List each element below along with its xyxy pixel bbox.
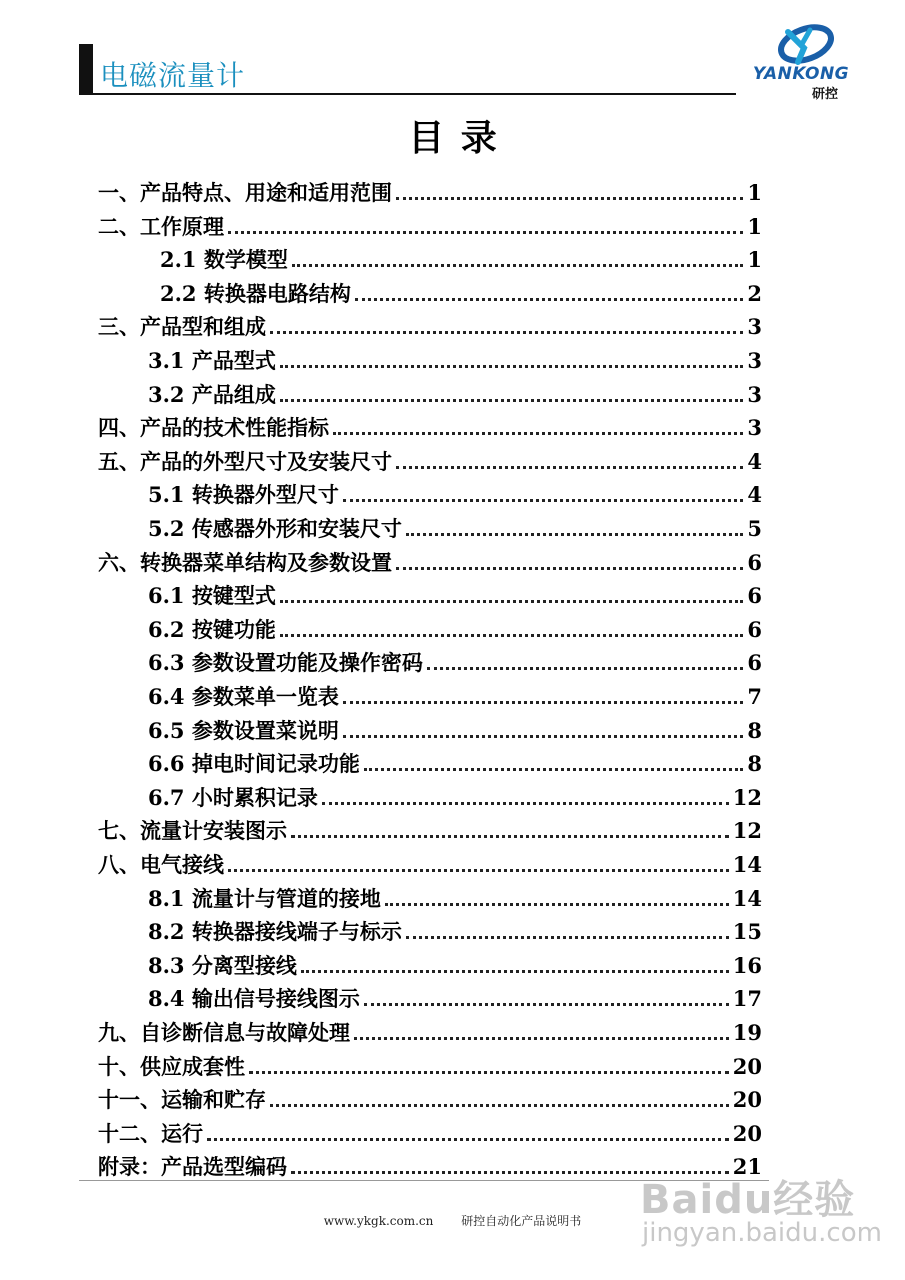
toc-entry[interactable] bbox=[148, 378, 762, 410]
toc-entry-page: 20 bbox=[732, 1120, 762, 1146]
toc-leader-dots bbox=[270, 331, 743, 334]
toc-entry-label: 6.5 参数设置菜说明 bbox=[148, 718, 339, 743]
toc-entry-page: 20 bbox=[732, 1086, 762, 1112]
toc-entry-label: 6.2 按键功能 bbox=[148, 617, 276, 642]
toc-entry[interactable] bbox=[148, 915, 762, 947]
toc-leader-dots bbox=[280, 634, 744, 637]
toc-leader-dots bbox=[364, 1003, 729, 1006]
toc-entry[interactable] bbox=[148, 882, 762, 914]
toc-entry-page: 1 bbox=[747, 179, 762, 205]
toc-entry-label: 8.2 转换器接线端子与标示 bbox=[148, 919, 402, 944]
toc-entry[interactable] bbox=[148, 512, 762, 544]
toc-entry-label: 6.3 参数设置功能及操作密码 bbox=[148, 650, 423, 675]
toc-entry-page: 8 bbox=[747, 717, 762, 743]
toc-leader-dots bbox=[322, 802, 729, 805]
toc-leader-dots bbox=[406, 936, 729, 939]
toc-entry[interactable] bbox=[98, 310, 762, 342]
toc-entry[interactable] bbox=[98, 814, 762, 846]
watermark-main: Baidu经验 bbox=[640, 1177, 856, 1223]
toc-entry-label: 一、产品特点、用途和适用范围 bbox=[98, 180, 392, 205]
header-rule bbox=[79, 93, 736, 95]
toc-entry-label: 6.4 参数菜单一览表 bbox=[148, 684, 339, 709]
toc-entry-page: 19 bbox=[732, 1019, 762, 1045]
toc-entry[interactable] bbox=[98, 546, 762, 578]
toc-leader-dots bbox=[396, 567, 743, 570]
toc-leader-dots bbox=[228, 869, 729, 872]
toc-leader-dots bbox=[228, 231, 743, 234]
page-title: 目 录 bbox=[408, 117, 497, 159]
yankong-logo bbox=[736, 22, 866, 100]
toc-entry[interactable] bbox=[98, 848, 762, 880]
toc-entry-page: 3 bbox=[747, 313, 762, 339]
footer-doc-name: 研控自动化产品说明书 bbox=[461, 1214, 582, 1228]
toc-entry[interactable] bbox=[148, 680, 762, 712]
toc-entry-page: 2 bbox=[747, 280, 762, 306]
toc-entry-label: 6.7 小时累积记录 bbox=[148, 785, 318, 810]
toc-entry-label: 五、产品的外型尺寸及安装尺寸 bbox=[98, 449, 392, 474]
toc-leader-dots bbox=[249, 1071, 729, 1074]
toc-leader-dots bbox=[343, 735, 744, 738]
toc-entry-label: 附录：产品选型编码 bbox=[98, 1154, 287, 1179]
toc-entry-page: 16 bbox=[732, 952, 762, 978]
toc-leader-dots bbox=[280, 365, 744, 368]
toc-entry-page: 14 bbox=[732, 885, 762, 911]
toc-entry[interactable] bbox=[148, 982, 762, 1014]
toc-entry[interactable] bbox=[148, 646, 762, 678]
toc-entry-page: 3 bbox=[747, 381, 762, 407]
toc-entry-label: 2.1 数学模型 bbox=[160, 247, 288, 272]
toc-leader-dots bbox=[354, 1037, 729, 1040]
toc-leader-dots bbox=[280, 399, 744, 402]
toc-entry-page: 4 bbox=[747, 448, 762, 474]
toc-entry[interactable] bbox=[98, 1117, 762, 1149]
toc-leader-dots bbox=[406, 533, 744, 536]
toc-entry-page: 1 bbox=[747, 213, 762, 239]
toc-entry[interactable] bbox=[148, 478, 762, 510]
toc-leader-dots bbox=[333, 432, 743, 435]
toc-entry-page: 7 bbox=[747, 683, 762, 709]
toc-entry-page: 15 bbox=[732, 918, 762, 944]
toc-entry[interactable] bbox=[148, 714, 762, 746]
toc-entry-label: 8.3 分离型接线 bbox=[148, 953, 297, 978]
toc-leader-dots bbox=[355, 298, 744, 301]
toc-entry-label: 二、工作原理 bbox=[98, 214, 224, 239]
toc-entry[interactable] bbox=[148, 747, 762, 779]
toc-leader-dots bbox=[396, 466, 743, 469]
toc-entry-page: 12 bbox=[732, 817, 762, 843]
toc-entry[interactable] bbox=[148, 949, 762, 981]
toc-entry[interactable] bbox=[98, 1016, 762, 1048]
toc-entry[interactable] bbox=[98, 176, 762, 208]
toc-entry[interactable] bbox=[148, 344, 762, 376]
header-title: 电磁流量计 bbox=[100, 59, 246, 92]
toc-entry[interactable] bbox=[98, 1083, 762, 1115]
toc-entry-label: 九、自诊断信息与故障处理 bbox=[98, 1020, 350, 1045]
toc-leader-dots bbox=[280, 600, 744, 603]
toc-entry-label: 5.1 转换器外型尺寸 bbox=[148, 482, 339, 507]
toc-entry[interactable] bbox=[98, 411, 762, 443]
toc-entry[interactable] bbox=[160, 243, 762, 275]
watermark-sub: jingyan.baidu.com bbox=[642, 1218, 882, 1248]
toc-entry-label: 十二、运行 bbox=[98, 1121, 203, 1146]
toc-entry-label: 四、产品的技术性能指标 bbox=[98, 415, 329, 440]
toc-entry-label: 六、转换器菜单结构及参数设置 bbox=[98, 550, 392, 575]
toc-entry[interactable] bbox=[148, 613, 762, 645]
logo-swoosh-icon bbox=[736, 22, 866, 68]
toc-leader-dots bbox=[343, 701, 744, 704]
toc-entry-label: 三、产品型和组成 bbox=[98, 314, 266, 339]
toc-entry[interactable] bbox=[148, 781, 762, 813]
toc-leader-dots bbox=[385, 903, 729, 906]
toc-entry[interactable] bbox=[148, 579, 762, 611]
footer-website: www.ykgk.com.cn bbox=[323, 1214, 434, 1228]
toc-entry-label: 七、流量计安装图示 bbox=[98, 818, 287, 843]
header-bar bbox=[79, 44, 93, 94]
toc-entry[interactable] bbox=[98, 445, 762, 477]
logo-subtitle: 研控 bbox=[812, 87, 839, 102]
toc-leader-dots bbox=[270, 1104, 729, 1107]
toc-entry-label: 十、供应成套性 bbox=[98, 1054, 245, 1079]
toc-entry-label: 2.2 转换器电路结构 bbox=[160, 281, 351, 306]
toc-leader-dots bbox=[301, 970, 729, 973]
toc-entry-label: 八、电气接线 bbox=[98, 852, 224, 877]
toc-entry-page: 8 bbox=[747, 750, 762, 776]
toc-entry-page: 12 bbox=[732, 784, 762, 810]
toc-entry[interactable] bbox=[98, 1050, 762, 1082]
toc-entry-page: 6 bbox=[747, 582, 762, 608]
toc-leader-dots bbox=[292, 264, 744, 267]
toc-entry-page: 6 bbox=[747, 649, 762, 675]
toc-entry-page: 1 bbox=[747, 246, 762, 272]
toc-entry-label: 5.2 传感器外形和安装尺寸 bbox=[148, 516, 402, 541]
toc-entry-label: 十一、运输和贮存 bbox=[98, 1087, 266, 1112]
toc-entry-label: 3.2 产品组成 bbox=[148, 382, 276, 407]
toc-entry-label: 8.4 输出信号接线图示 bbox=[148, 986, 360, 1011]
toc-leader-dots bbox=[343, 499, 744, 502]
toc-entry-page: 3 bbox=[747, 347, 762, 373]
toc-entry-page: 14 bbox=[732, 851, 762, 877]
toc-entry-page: 3 bbox=[747, 414, 762, 440]
baidu-watermark bbox=[640, 1168, 882, 1268]
toc-entry-page: 21 bbox=[732, 1153, 762, 1179]
toc-entry-page: 17 bbox=[732, 985, 762, 1011]
toc-entry-page: 5 bbox=[747, 515, 762, 541]
logo-wordmark: YANKONG bbox=[752, 64, 850, 84]
toc-entry-page: 6 bbox=[747, 616, 762, 642]
toc-leader-dots bbox=[291, 835, 729, 838]
toc-entry-label: 6.6 掉电时间记录功能 bbox=[148, 751, 360, 776]
toc-leader-dots bbox=[396, 197, 743, 200]
toc-leader-dots bbox=[427, 667, 744, 670]
toc-entry[interactable] bbox=[160, 277, 762, 309]
toc-entry[interactable] bbox=[98, 210, 762, 242]
toc-leader-dots bbox=[364, 768, 744, 771]
toc-entry-page: 4 bbox=[747, 481, 762, 507]
toc-entry-label: 6.1 按键型式 bbox=[148, 583, 276, 608]
toc-leader-dots bbox=[207, 1138, 729, 1141]
toc-entry-page: 20 bbox=[732, 1053, 762, 1079]
toc-entry-label: 8.1 流量计与管道的接地 bbox=[148, 886, 381, 911]
toc-entry-page: 6 bbox=[747, 549, 762, 575]
toc-entry-label: 3.1 产品型式 bbox=[148, 348, 276, 373]
